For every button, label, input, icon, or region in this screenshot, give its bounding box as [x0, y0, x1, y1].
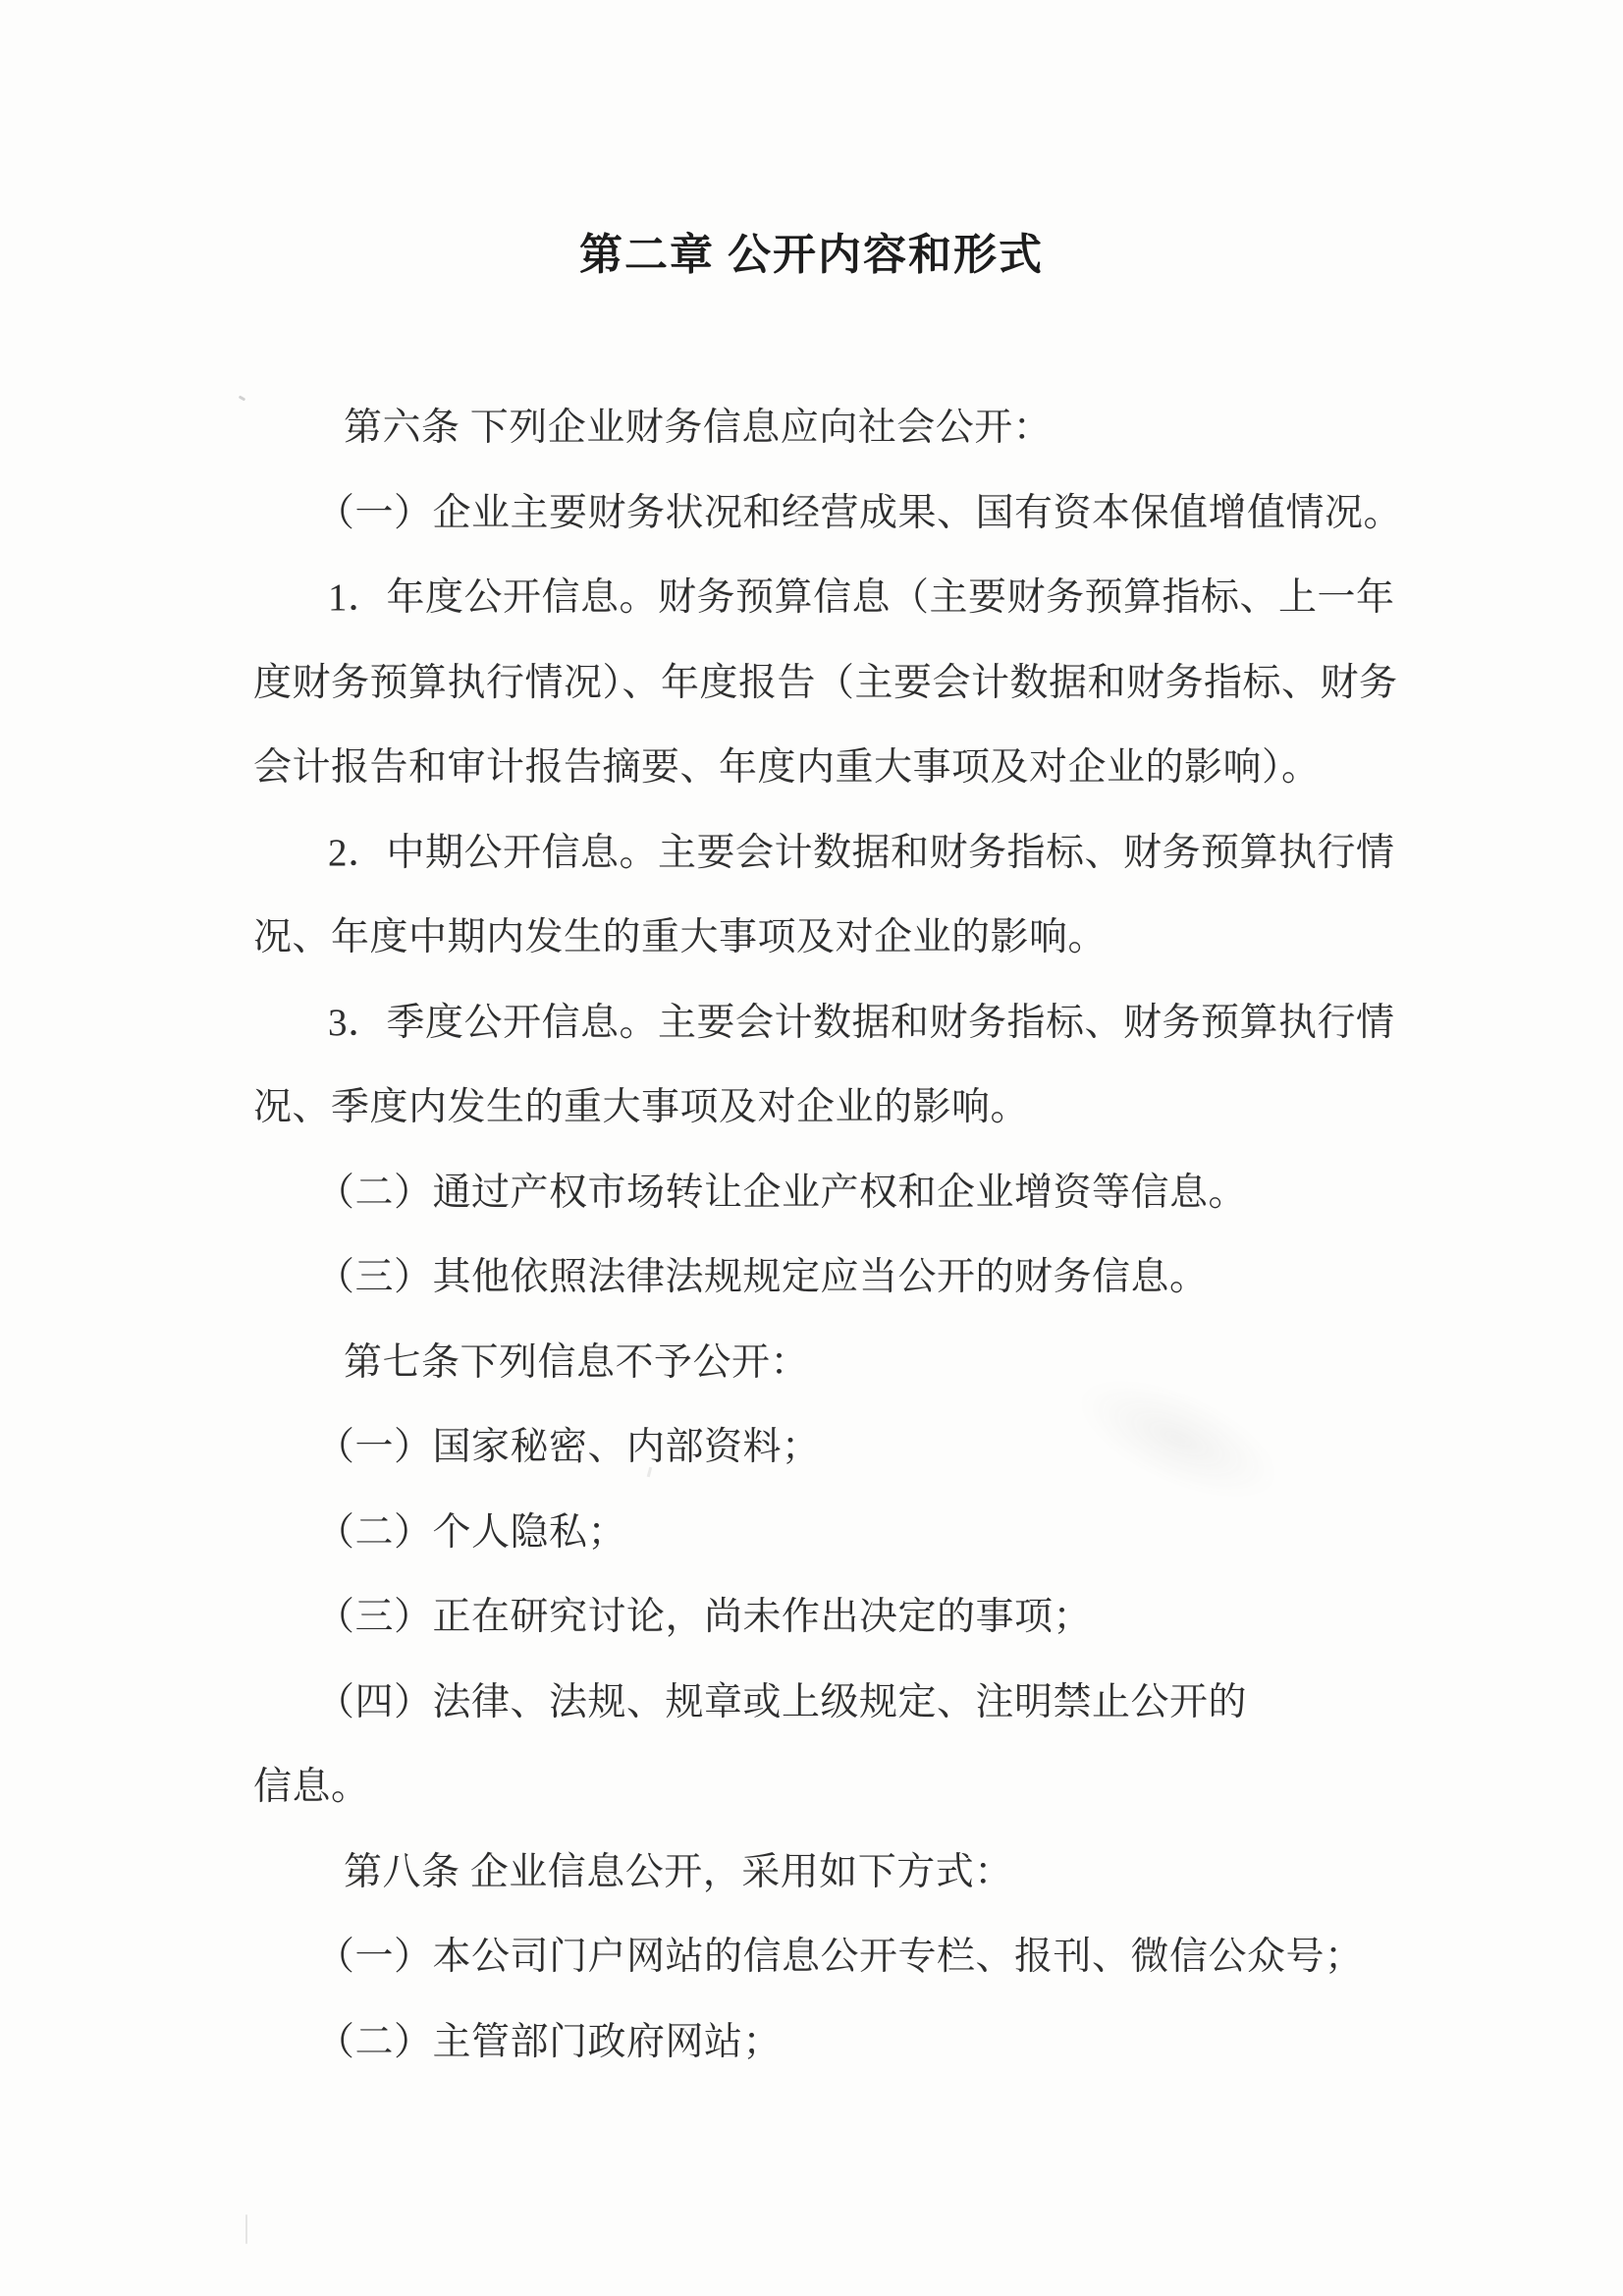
text-line: （二）个人隐私； [316, 1510, 627, 1554]
text-line: 第六条 下列企业财务信息应向社会公开： [344, 407, 1053, 449]
text-line: （三）正在研究讨论，尚未作出决定的事项； [316, 1596, 1093, 1638]
text-line: （一）国家秘密、内部资料； [316, 1426, 821, 1468]
text-line: （一）本公司门户网站的信息公开专栏、报刊、微信公众号； [316, 1936, 1364, 1978]
scan-speck-artifact [245, 2214, 247, 2244]
text-line: 第七条下列信息不予公开： [344, 1340, 810, 1384]
text-line: 1．年度公开信息。财务预算信息（主要财务预算指标、上一年 [328, 576, 1395, 619]
text-line: 会计报告和审计报告摘要、年度内重大事项及对企业的影响）。 [253, 746, 1321, 789]
text-line: （三）其他依照法律法规规定应当公开的财务信息。 [316, 1256, 1209, 1298]
text-line: （二）主管部门政府网站； [316, 2020, 783, 2063]
text-line: （二）通过产权市场转让企业产权和企业增资等信息。 [316, 1171, 1248, 1214]
chapter-title: 第二章 公开内容和形式 [579, 231, 1044, 279]
text-line: 信息。 [253, 1766, 370, 1808]
text-line: （四）法律、法规、规章或上级规定、注明禁止公开的 [316, 1680, 1248, 1723]
text-line: 3．季度公开信息。主要会计数据和财务指标、财务预算执行情 [328, 1001, 1395, 1044]
text-line: 况、季度内发生的重大事项及对企业的影响。 [253, 1086, 1030, 1128]
scan-speck-artifact [239, 395, 246, 401]
text-line: 2．中期公开信息。主要会计数据和财务指标、财务预算执行情 [328, 831, 1395, 874]
text-line: 况、年度中期内发生的重大事项及对企业的影响。 [253, 916, 1108, 958]
text-line: （一）企业主要财务状况和经营成果、国有资本保值增值情况。 [316, 491, 1403, 534]
text-line: 第八条 企业信息公开，采用如下方式： [344, 1850, 1013, 1893]
document-body [253, 386, 1466, 2085]
text-line: 度财务预算执行情况）、年度报告（主要会计数据和财务指标、财务 [253, 661, 1398, 704]
